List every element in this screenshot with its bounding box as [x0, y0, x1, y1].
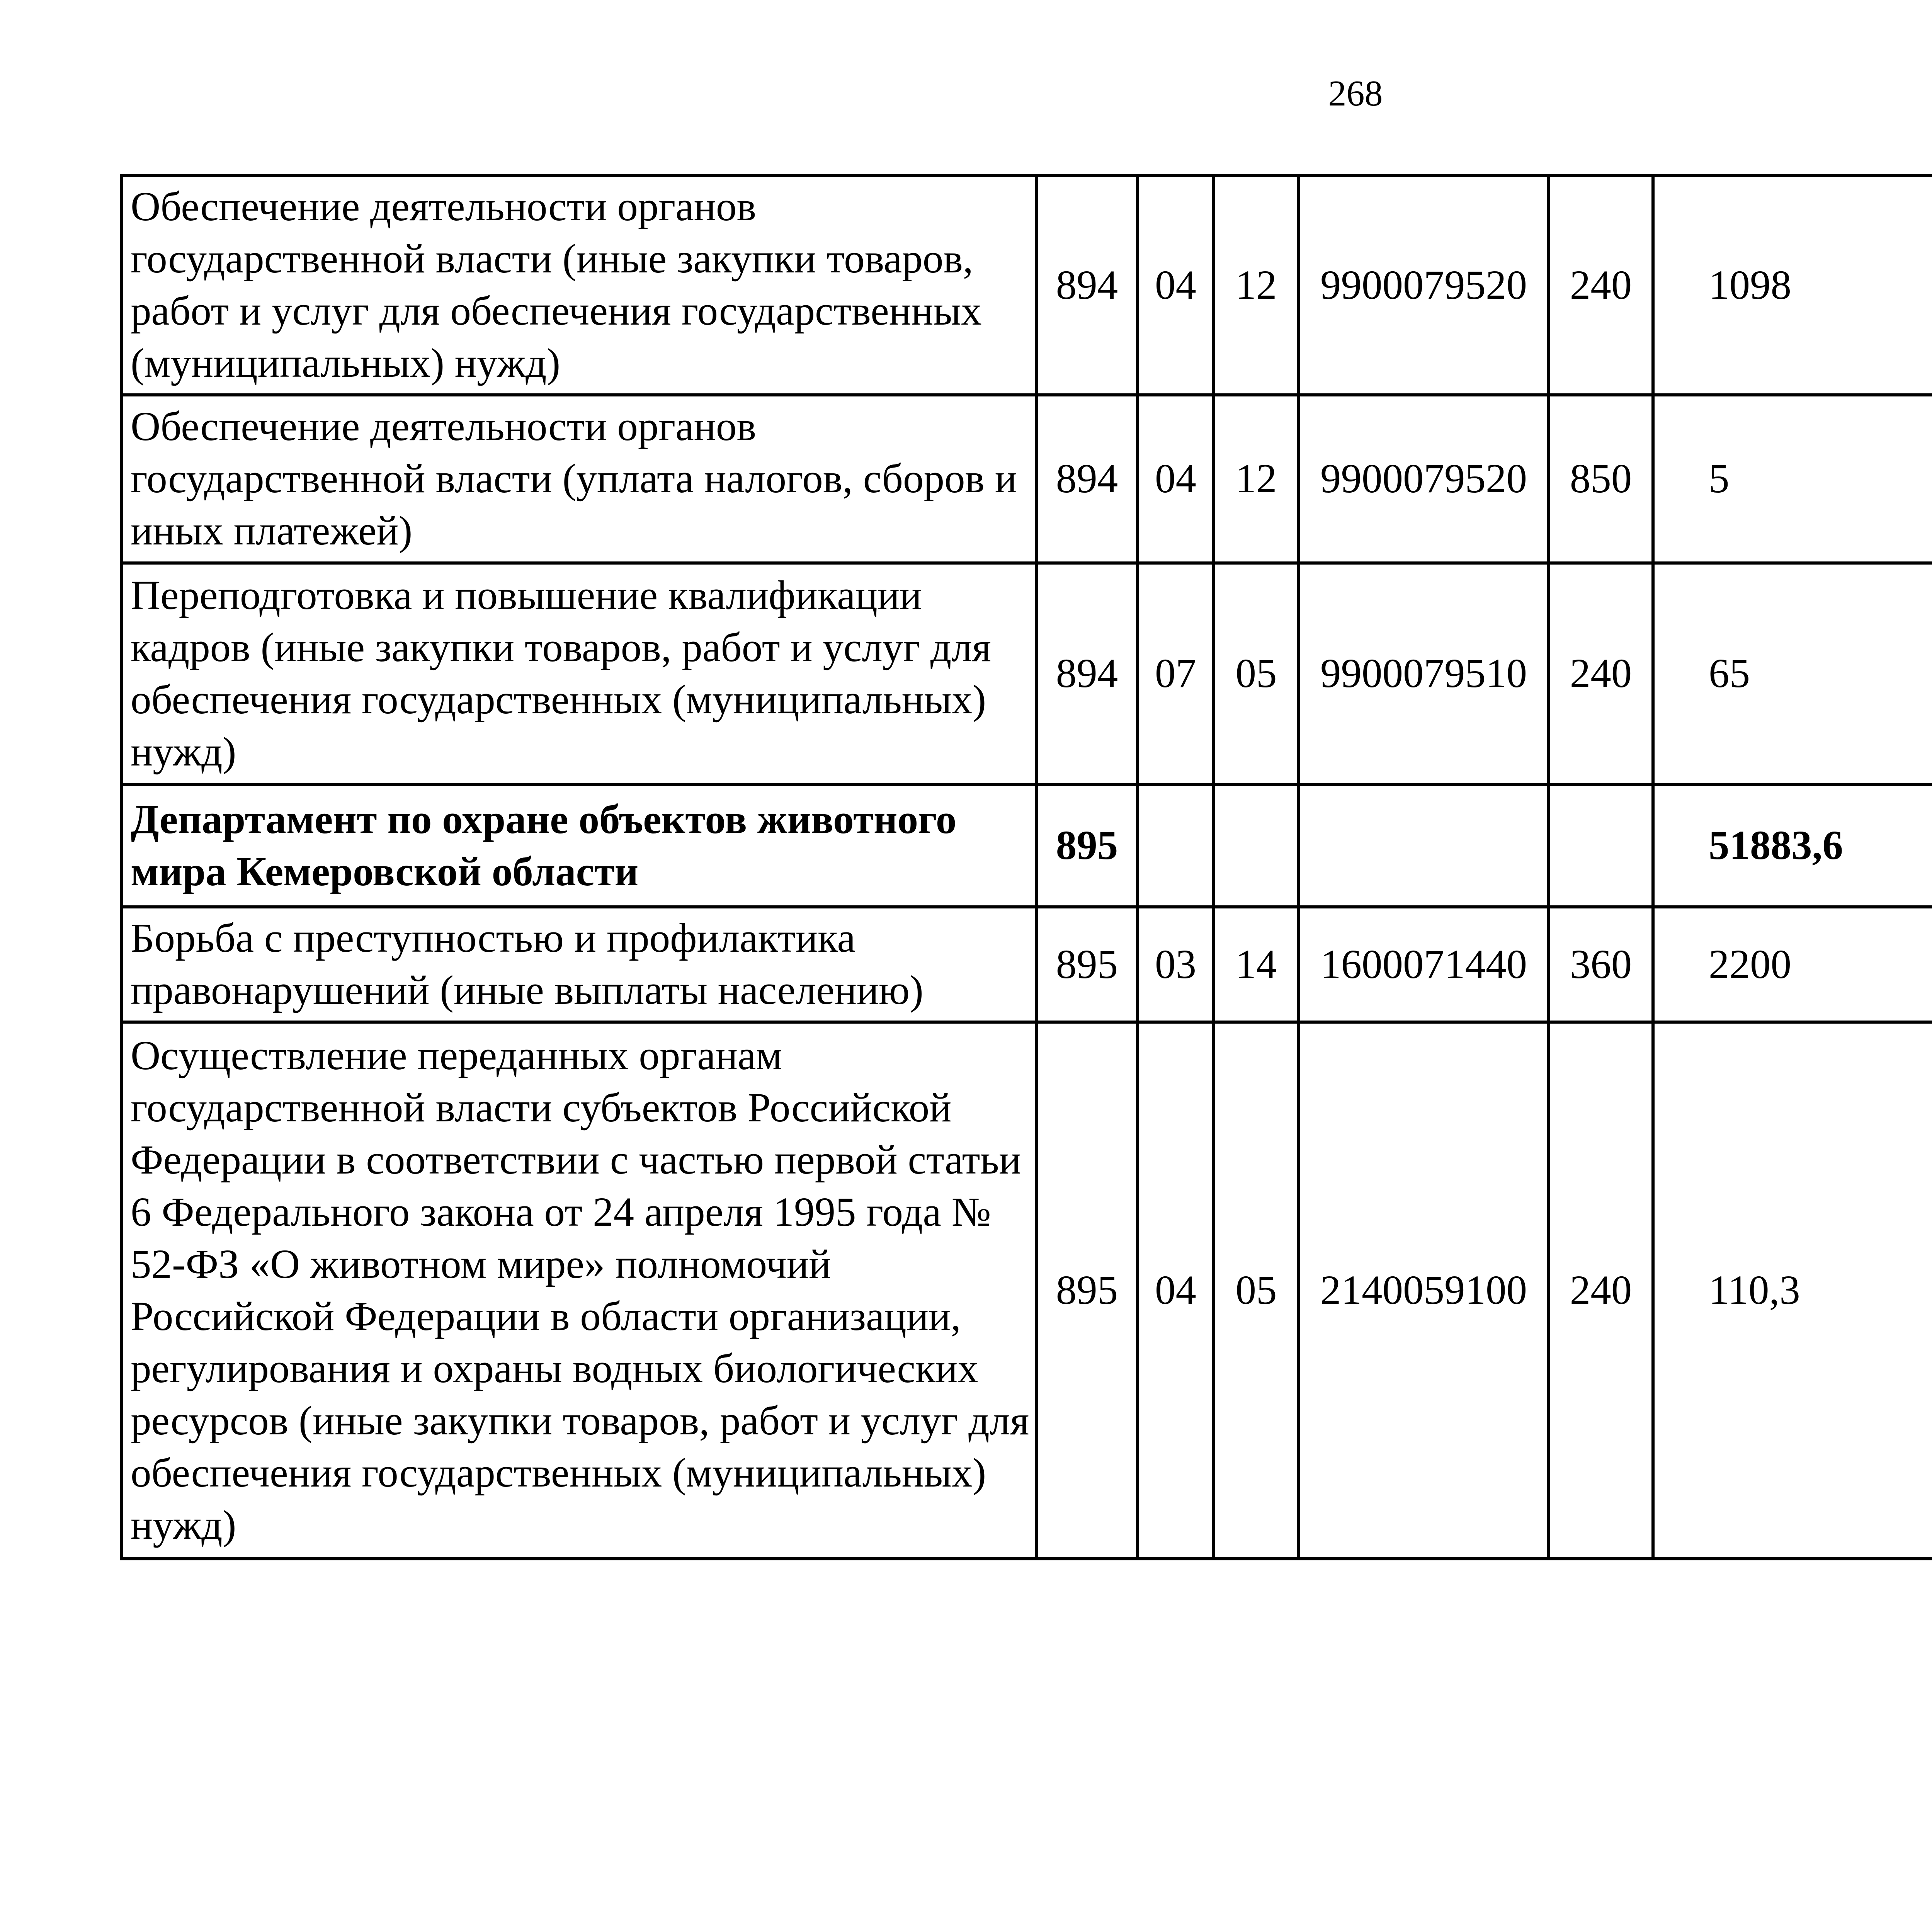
table-row — [121, 907, 1932, 1022]
row-name: Обеспечение деятельности органов государственной власти (иные закупки товаров, работ и услуг для обеспечения государственных (муниципальных) нужд) — [121, 175, 1036, 395]
amount-1: 2200 — [1653, 907, 1932, 1022]
expense-type-code: 240 — [1549, 1022, 1653, 1559]
section-code: 04 — [1138, 1022, 1214, 1559]
subsection-code: 12 — [1214, 395, 1299, 563]
amount-1: 5 — [1653, 395, 1932, 563]
section-code: 03 — [1138, 907, 1214, 1022]
target-article-code: 9900079520 — [1299, 175, 1549, 395]
ved-code: 895 — [1036, 784, 1138, 907]
ved-code: 895 — [1036, 907, 1138, 1022]
subsection-code: 05 — [1214, 563, 1299, 784]
target-article-code — [1299, 784, 1549, 907]
expense-type-code: 850 — [1549, 395, 1653, 563]
section-code — [1138, 784, 1214, 907]
target-article-code: 1600071440 — [1299, 907, 1549, 1022]
section-code: 04 — [1138, 395, 1214, 563]
row-name: Обеспечение деятельности органов государственной власти (уплата налогов, сборов и иных платежей) — [121, 395, 1036, 563]
table-row — [121, 395, 1932, 563]
target-article-code: 9900079520 — [1299, 395, 1549, 563]
department-name: Департамент по охране объектов животного мира Кемеровской области — [121, 784, 1036, 907]
row-name: Переподготовка и повышение квалификации кадров (иные закупки товаров, работ и услуг для обеспечения государственных (муниципальных) нужд) — [121, 563, 1036, 784]
table-row — [121, 563, 1932, 784]
amount-1: 65 — [1653, 563, 1932, 784]
row-name: Осуществление переданных органам государственной власти субъектов Российской Федерации в соответствии с частью первой статьи 6 Федерального закона от 24 апреля 1995 года № 52-ФЗ «О животном мире» полномочий Российской Федерации в области организации, регулирования и охраны водных биологических ресурсов (иные закупки товаров, работ и услуг для обеспечения государственных (муниципальных) нужд) — [121, 1022, 1036, 1559]
target-article-code: 2140059100 — [1299, 1022, 1549, 1559]
table-row — [121, 175, 1932, 395]
budget-table — [120, 174, 1932, 1560]
ved-code: 894 — [1036, 563, 1138, 784]
subsection-code — [1214, 784, 1299, 907]
subsection-code: 12 — [1214, 175, 1299, 395]
expense-type-code: 240 — [1549, 175, 1653, 395]
expense-type-code: 360 — [1549, 907, 1653, 1022]
target-article-code: 9900079510 — [1299, 563, 1549, 784]
row-name: Борьба с преступностью и профилактика правонарушений (иные выплаты населению) — [121, 907, 1036, 1022]
amount-1: 110,3 — [1653, 1022, 1932, 1559]
subsection-code: 14 — [1214, 907, 1299, 1022]
page-number: 268 — [1328, 73, 1383, 114]
amount-1: 51883,6 — [1653, 784, 1932, 907]
table-row-department — [121, 784, 1932, 907]
ved-code: 894 — [1036, 175, 1138, 395]
section-code: 04 — [1138, 175, 1214, 395]
ved-code: 894 — [1036, 395, 1138, 563]
ved-code: 895 — [1036, 1022, 1138, 1559]
subsection-code: 05 — [1214, 1022, 1299, 1559]
expense-type-code — [1549, 784, 1653, 907]
expense-type-code: 240 — [1549, 563, 1653, 784]
section-code: 07 — [1138, 563, 1214, 784]
table-row — [121, 1022, 1932, 1559]
amount-1: 1098 — [1653, 175, 1932, 395]
